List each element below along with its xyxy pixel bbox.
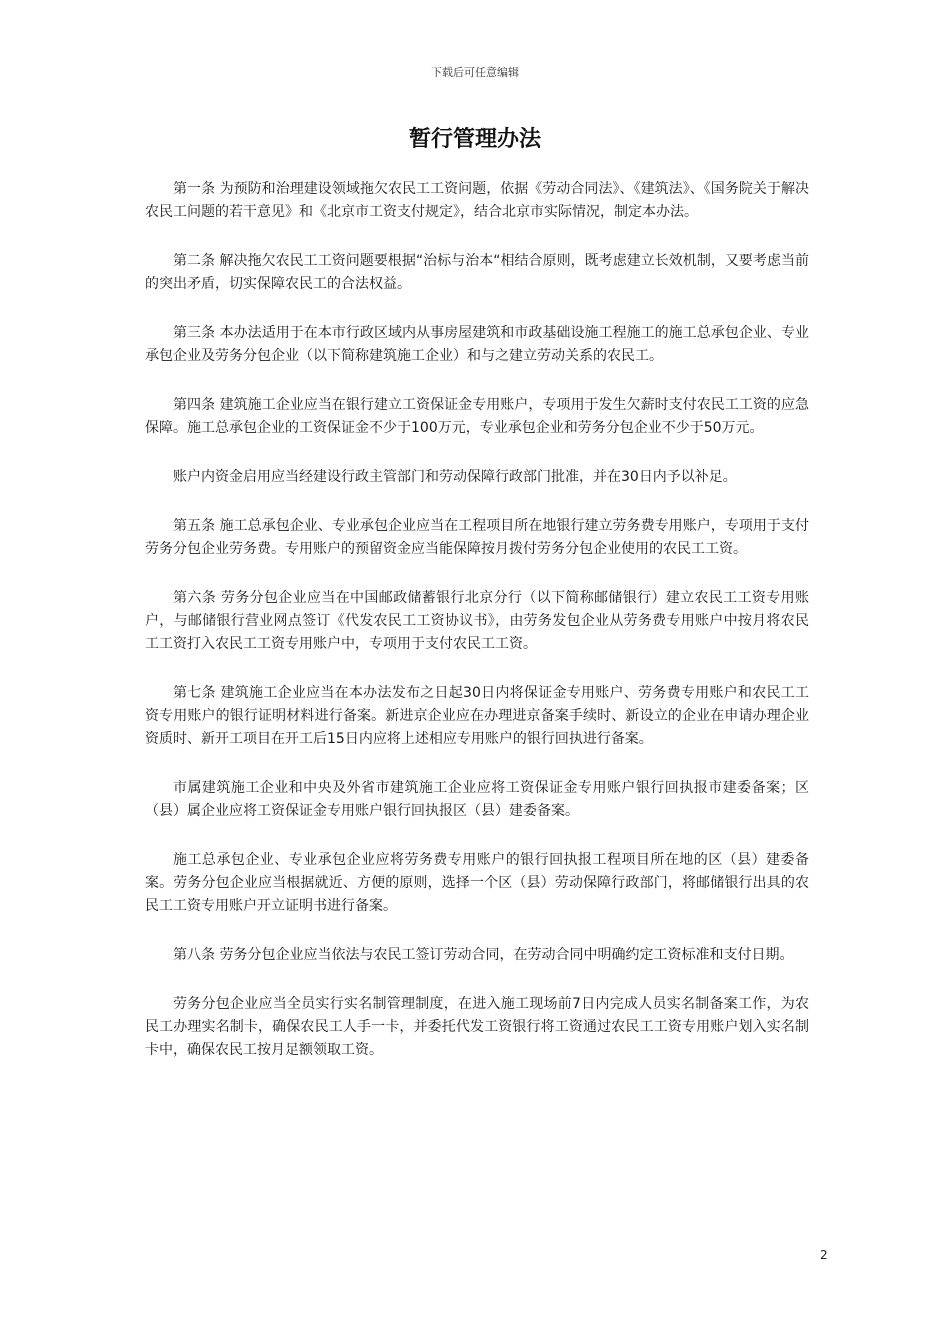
article-6-paragraph: 第六条 劳务分包企业应当在中国邮政储蓄银行北京分行（以下简称邮储银行）建立农民工工资专用账户，与邮储银行营业网点签订《代发农民工工资协议书》，由劳务发包企业从劳务费专用账户中按月将农民工工资打入农民工工资专用账户中，专项用于支付农民工工资。 (145, 590, 809, 652)
page-header-note: 下载后可任意编辑 (431, 66, 519, 79)
article-1-paragraph: 第一条 为预防和治理建设领域拖欠农民工工资问题，依据《劳动合同法》、《建筑法》、《国务院关于解决农民工问题的若干意见》和《北京市工资支付规定》，结合北京市实际情况，制定本办法。 (145, 181, 809, 220)
article-7-continuation-paragraph-2: 施工总承包企业、专业承包企业应将劳务费专用账户的银行回执报工程项目所在地的区（县）建委备案。劳务分包企业应当根据就近、方便的原则，选择一个区（县）劳动保障行政部门，将邮储银行出具的农民工工资专用账户开立证明书进行备案。 (145, 852, 809, 914)
article-2-paragraph: 第二条 解决拖欠农民工工资问题要根据“治标与治本“相结合原则，既考虑建立长效机制，又要考虑当前的突出矛盾，切实保障农民工的合法权益。 (145, 253, 809, 292)
document-title: 暂行管理办法 (408, 127, 541, 152)
article-8-paragraph: 第八条 劳务分包企业应当依法与农民工签订劳动合同，在劳动合同中明确约定工资标准和支付日期。 (173, 947, 794, 963)
article-8-continuation-paragraph: 劳务分包企业应当全员实行实名制管理制度，在进入施工现场前7日内完成人员实名制备案工作，为农民工办理实名制卡，确保农民工人手一卡，并委托代发工资银行将工资通过农民工工资专用账户划入实名制卡中，确保农民工按月足额领取工资。 (145, 996, 809, 1058)
article-7-paragraph: 第七条 建筑施工企业应当在本办法发布之日起30日内将保证金专用账户、劳务费专用账户和农民工工资专用账户的银行证明材料进行备案。新进京企业应在办理进京备案手续时、新设立的企业在申请办理企业资质时、新开工项目在开工后15日内应将上述相应专用账户的银行回执进行备案。 (145, 685, 809, 747)
article-5-paragraph: 第五条 施工总承包企业、专业承包企业应当在工程项目所在地银行建立劳务费专用账户，专项用于支付劳务分包企业劳务费。专用账户的预留资金应当能保障按月拨付劳务分包企业使用的农民工工资。 (145, 518, 809, 557)
article-4-paragraph: 第四条 建筑施工企业应当在银行建立工资保证金专用账户，专项用于发生欠薪时支付农民工工资的应急保障。施工总承包企业的工资保证金不少于100万元，专业承包企业和劳务分包企业不少于50万元。 (145, 397, 809, 436)
article-4-continuation-paragraph: 账户内资金启用应当经建设行政主管部门和劳动保障行政部门批准，并在30日内予以补足。 (173, 469, 737, 485)
article-7-continuation-paragraph-1: 市属建筑施工企业和中央及外省市建筑施工企业应将工资保证金专用账户银行回执报市建委备案；区（县）属企业应将工资保证金专用账户银行回执报区（县）建委备案。 (145, 780, 809, 819)
document-body (145, 178, 809, 1088)
article-3-paragraph: 第三条 本办法适用于在本市行政区域内从事房屋建筑和市政基础设施工程施工的施工总承包企业、专业承包企业及劳务分包企业（以下简称建筑施工企业）和与之建立劳动关系的农民工。 (145, 325, 809, 364)
page-number: 2 (820, 1248, 828, 1262)
